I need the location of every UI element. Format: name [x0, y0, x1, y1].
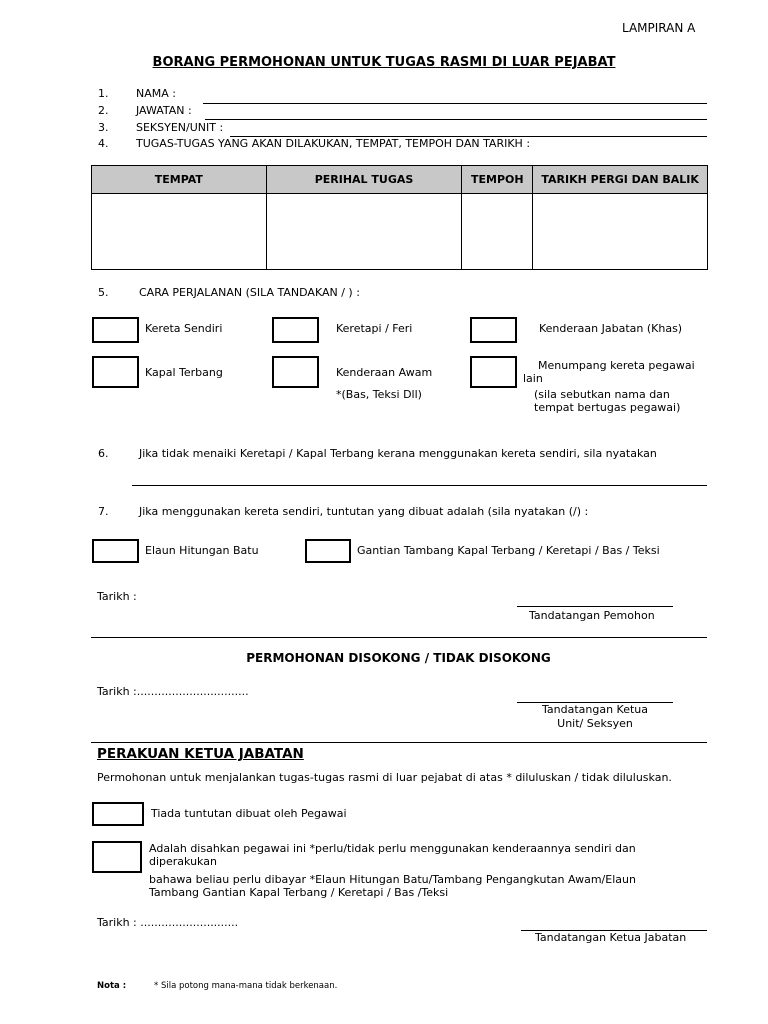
field-label-nama: NAMA :: [136, 87, 176, 100]
column-header-tarikh: TARIKH PERGI DAN BALIK: [533, 166, 708, 194]
table-row: [92, 194, 708, 270]
option-kenderaan-jabatan: Kenderaan Jabatan (Khas): [539, 322, 683, 335]
checkbox-kapal-terbang[interactable]: [92, 356, 139, 388]
support-signature-label-1: Tandatangan Ketua: [541, 703, 648, 716]
section-divider: [91, 637, 707, 638]
jawatan-input-line[interactable]: [205, 119, 707, 120]
option-disahkan-line1: Adalah disahkan pegawai ini *perlu/tidak perlu menggunakan kenderaannya sendiri dan diperakukan: [149, 842, 636, 868]
task-table: [91, 165, 708, 270]
checkbox-kereta-sendiri[interactable]: [92, 317, 139, 343]
field-number: 3.: [98, 121, 109, 134]
cell-tempoh[interactable]: [462, 194, 533, 270]
appendix-label: LAMPIRAN A: [622, 21, 696, 35]
note-text: * Sila potong mana-mana tidak berkenaan.: [154, 981, 338, 991]
field-label-seksyen: SEKSYEN/UNIT :: [136, 121, 224, 134]
checkbox-disahkan[interactable]: [92, 841, 142, 873]
option-kenderaan-awam: Kenderaan Awam: [336, 366, 433, 379]
option-kereta-sendiri: Kereta Sendiri: [145, 322, 223, 335]
option-elaun-hitungan-batu: Elaun Hitungan Batu: [145, 544, 259, 557]
option-tiada-tuntutan: Tiada tuntutan dibuat oleh Pegawai: [151, 807, 347, 820]
travel-mode-label: CARA PERJALANAN (SILA TANDAKAN / ) :: [139, 286, 360, 299]
option-kapal-terbang: Kapal Terbang: [145, 366, 223, 379]
applicant-date-label: Tarikh :: [97, 590, 137, 603]
q6-answer-line[interactable]: [132, 485, 707, 486]
option-menumpang-note: (sila sebutkan nama dan tempat bertugas pegawai): [534, 388, 681, 414]
section-number: 7.: [98, 505, 109, 518]
certification-title: PERAKUAN KETUA JABATAN: [97, 746, 304, 762]
checkbox-kenderaan-awam[interactable]: [272, 356, 319, 388]
checkbox-gantian-tambang[interactable]: [305, 539, 351, 563]
cell-tarikh[interactable]: [533, 194, 708, 270]
option-keretapi: Keretapi / Feri: [336, 322, 413, 335]
certification-date-label[interactable]: Tarikh : ............................: [97, 916, 239, 929]
certification-statement: Permohonan untuk menjalankan tugas-tugas rasmi di luar pejabat di atas * diluluskan / tidak diluluskan.: [97, 771, 672, 784]
column-header-tempoh: TEMPOH: [462, 166, 533, 194]
column-header-perihal-tugas: PERIHAL TUGAS: [266, 166, 462, 194]
checkbox-kenderaan-jabatan[interactable]: [470, 317, 517, 343]
support-signature-label-2: Unit/ Seksyen: [557, 717, 633, 730]
option-gantian-tambang: Gantian Tambang Kapal Terbang / Keretapi / Bas / Teksi: [357, 544, 660, 557]
applicant-signature-label: Tandatangan Pemohon: [529, 609, 655, 622]
applicant-signature-line[interactable]: [517, 606, 673, 607]
section-number: 5.: [98, 286, 109, 299]
section-divider: [91, 742, 707, 743]
checkbox-elaun-hitungan-batu[interactable]: [92, 539, 139, 563]
option-disahkan-line2: bahawa beliau perlu dibayar *Elaun Hitungan Batu/Tambang Pengangkutan Awam/Elaun Tambang Gantian Kapal Terbang / Keretapi / Bas /Teksi: [149, 873, 636, 899]
checkbox-tiada-tuntutan[interactable]: [92, 802, 144, 826]
checkbox-menumpang[interactable]: [470, 356, 517, 388]
q7-text: Jika menggunakan kereta sendiri, tuntutan yang dibuat adalah (sila nyatakan (/) :: [139, 505, 589, 518]
cell-perihal-tugas[interactable]: [266, 194, 462, 270]
field-number: 2.: [98, 104, 109, 117]
q6-text: Jika tidak menaiki Keretapi / Kapal Terbang kerana menggunakan kereta sendiri, sila nyatakan: [139, 447, 657, 460]
nama-input-line[interactable]: [203, 103, 707, 104]
checkbox-keretapi[interactable]: [272, 317, 319, 343]
option-kenderaan-awam-note: *(Bas, Teksi Dll): [336, 388, 422, 401]
field-number: 1.: [98, 87, 109, 100]
field-label-jawatan: JAWATAN :: [136, 104, 192, 117]
section-number: 6.: [98, 447, 109, 460]
table-header-row: [92, 166, 708, 194]
support-date-label[interactable]: Tarikh :................................: [97, 685, 249, 698]
certification-signature-label: Tandatangan Ketua Jabatan: [535, 931, 687, 944]
support-title: PERMOHONAN DISOKONG / TIDAK DISOKONG: [246, 651, 551, 665]
note-label: Nota :: [97, 981, 127, 991]
column-header-tempat: TEMPAT: [92, 166, 267, 194]
form-title: BORANG PERMOHONAN UNTUK TUGAS RASMI DI LUAR PEJABAT: [152, 55, 616, 70]
field-label-tugas: TUGAS-TUGAS YANG AKAN DILAKUKAN, TEMPAT, TEMPOH DAN TARIKH :: [136, 137, 531, 150]
option-menumpang: Menumpang kereta pegawai lain: [523, 359, 695, 385]
field-number: 4.: [98, 137, 109, 150]
cell-tempat[interactable]: [92, 194, 267, 270]
